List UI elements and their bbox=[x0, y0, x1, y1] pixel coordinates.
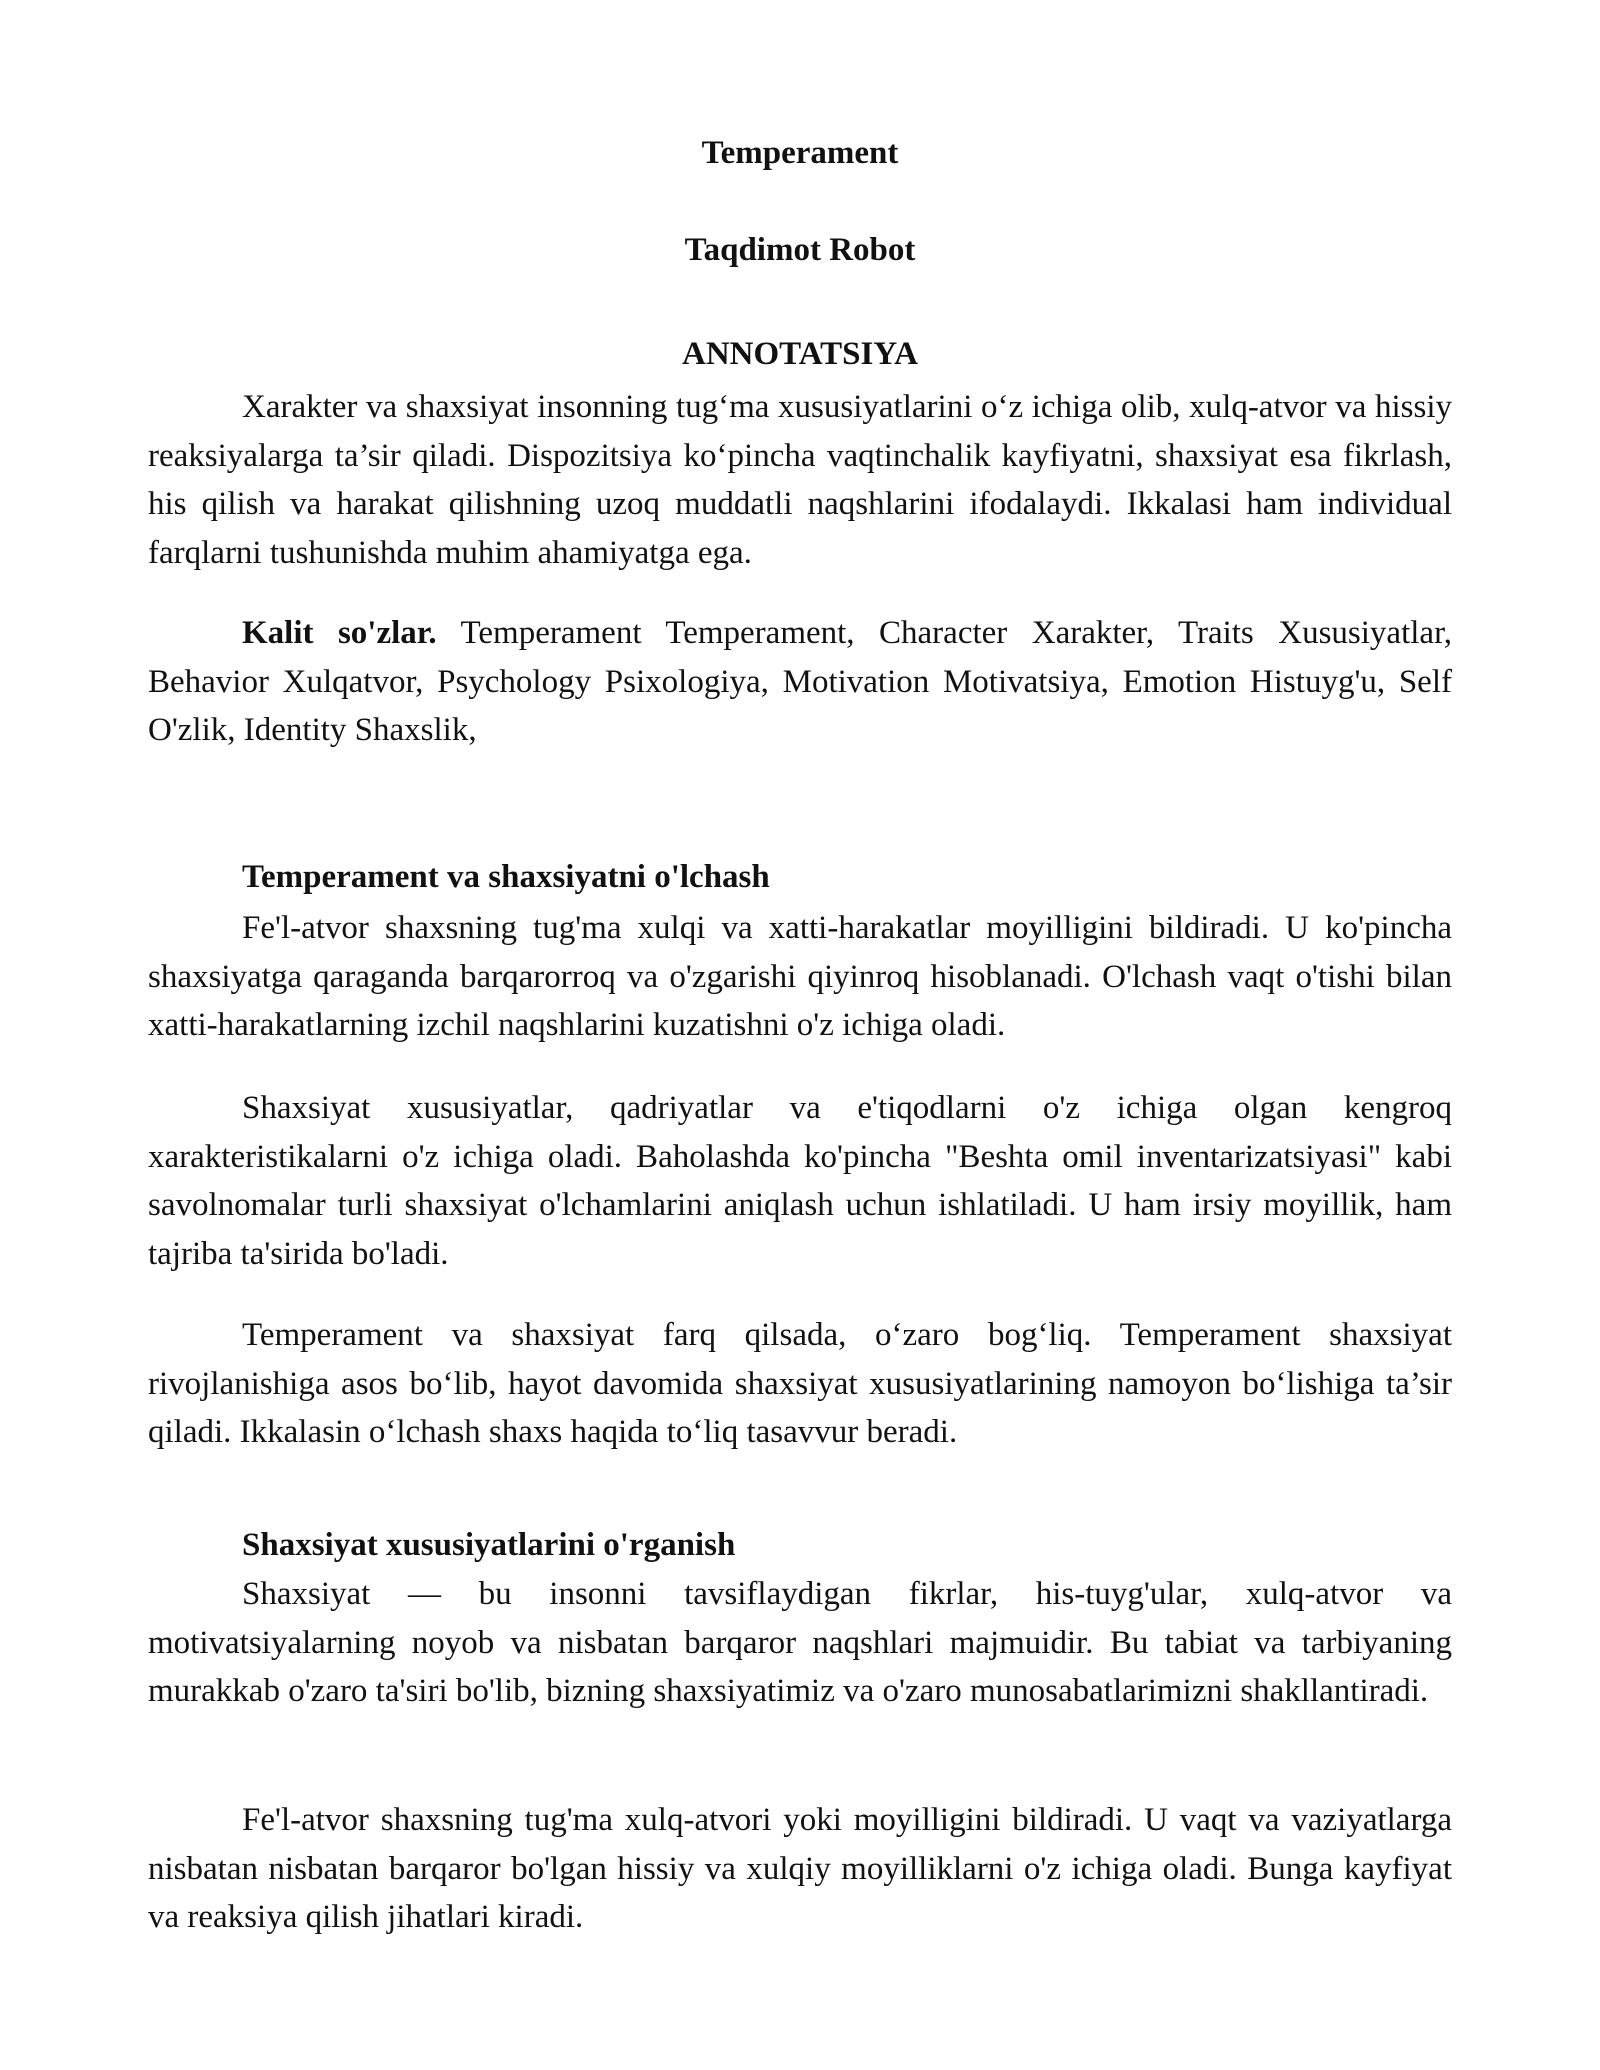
keywords-paragraph bbox=[148, 609, 1452, 755]
section1-paragraph-3: Temperament va shaxsiyat farq qilsada, o‘zaro bog‘liq. Temperament shaxsiyat rivojlanishiga asos bo‘lib, hayot davomida shaxsiyat xususiyatlarining namoyon bo‘lishiga ta’sir qiladi. Ikkalasin o‘lchash shaxs haqida to‘liq tasavvur beradi. bbox=[148, 1317, 1452, 1450]
keywords-label: Kalit so'zlar. bbox=[242, 615, 437, 651]
annotation-heading: ANNOTATSIYA bbox=[682, 336, 918, 372]
section1-paragraph-1: Fe'l-atvor shaxsning tug'ma xulqi va xatti-harakatlar moyilligini bildiradi. U ko'pincha shaxsiyatga qaraganda barqarorroq va o'zgarishi qiyinroq hisoblanadi. O'lchash vaqt o'tishi bilan xatti-harakatlarning izchil naqshlarini kuzatishni o'z ichiga oladi. bbox=[148, 910, 1452, 1043]
document-title: Temperament bbox=[701, 135, 899, 171]
section1-heading: Temperament va shaxsiyatni o'lchash bbox=[242, 859, 770, 895]
section2-heading: Shaxsiyat xususiyatlarini o'rganish bbox=[242, 1527, 736, 1563]
section2-paragraph-1: Shaxsiyat — bu insonni tavsiflaydigan fikrlar, his-tuyg'ular, xulq-atvor va motivatsiyalarning noyob va nisbatan barqaror naqshlari majmuidir. Bu tabiat va tarbiyaning murakkab o'zaro ta'siri bo'lib, bizning shaxsiyatimiz va o'zaro munosabatlarimizni shakllantiradi. bbox=[148, 1576, 1452, 1709]
annotation-paragraph: Xarakter va shaxsiyat insonning tug‘ma xususiyatlarini o‘z ichiga olib, xulq-atvor va hissiy reaksiyalarga ta’sir qiladi. Dispozitsiya ko‘pincha vaqtinchalik kayfiyatni, shaxsiyat esa fikrlash, his qilish va harakat qilishning uzoq muddatli naqshlarini ifodalaydi. Ikkalasi ham individual farqlarni tushunishda muhim ahamiyatga ega. bbox=[148, 389, 1452, 571]
keywords-text: Temperament Temperament, Character Xarakter, Traits Xususiyatlar, Behavior Xulqatvor, Psychology Psixologiya, Motivation Motivatsiya, Emotion Histuyg'u, Self O'zlik, Identity Shaxslik, bbox=[148, 615, 1452, 748]
document-author: Taqdimot Robot bbox=[684, 232, 916, 268]
section1-paragraph-2: Shaxsiyat xususiyatlar, qadriyatlar va e'tiqodlarni o'z ichiga olgan kengroq xarakteristikalarni o'z ichiga oladi. Baholashda ko'pincha "Beshta omil inventarizatsiyasi" kabi savolnomalar turli shaxsiyat o'lchamlarini aniqlash uchun ishlatiladi. U ham irsiy moyillik, ham tajriba ta'sirida bo'ladi. bbox=[148, 1090, 1452, 1272]
section2-paragraph-2: Fe'l-atvor shaxsning tug'ma xulq-atvori yoki moyilligini bildiradi. U vaqt va vaziyatlarga nisbatan nisbatan barqaror bo'lgan hissiy va xulqiy moyilliklarni o'z ichiga oladi. Bunga kayfiyat va reaksiya qilish jihatlari kiradi. bbox=[148, 1802, 1452, 1935]
